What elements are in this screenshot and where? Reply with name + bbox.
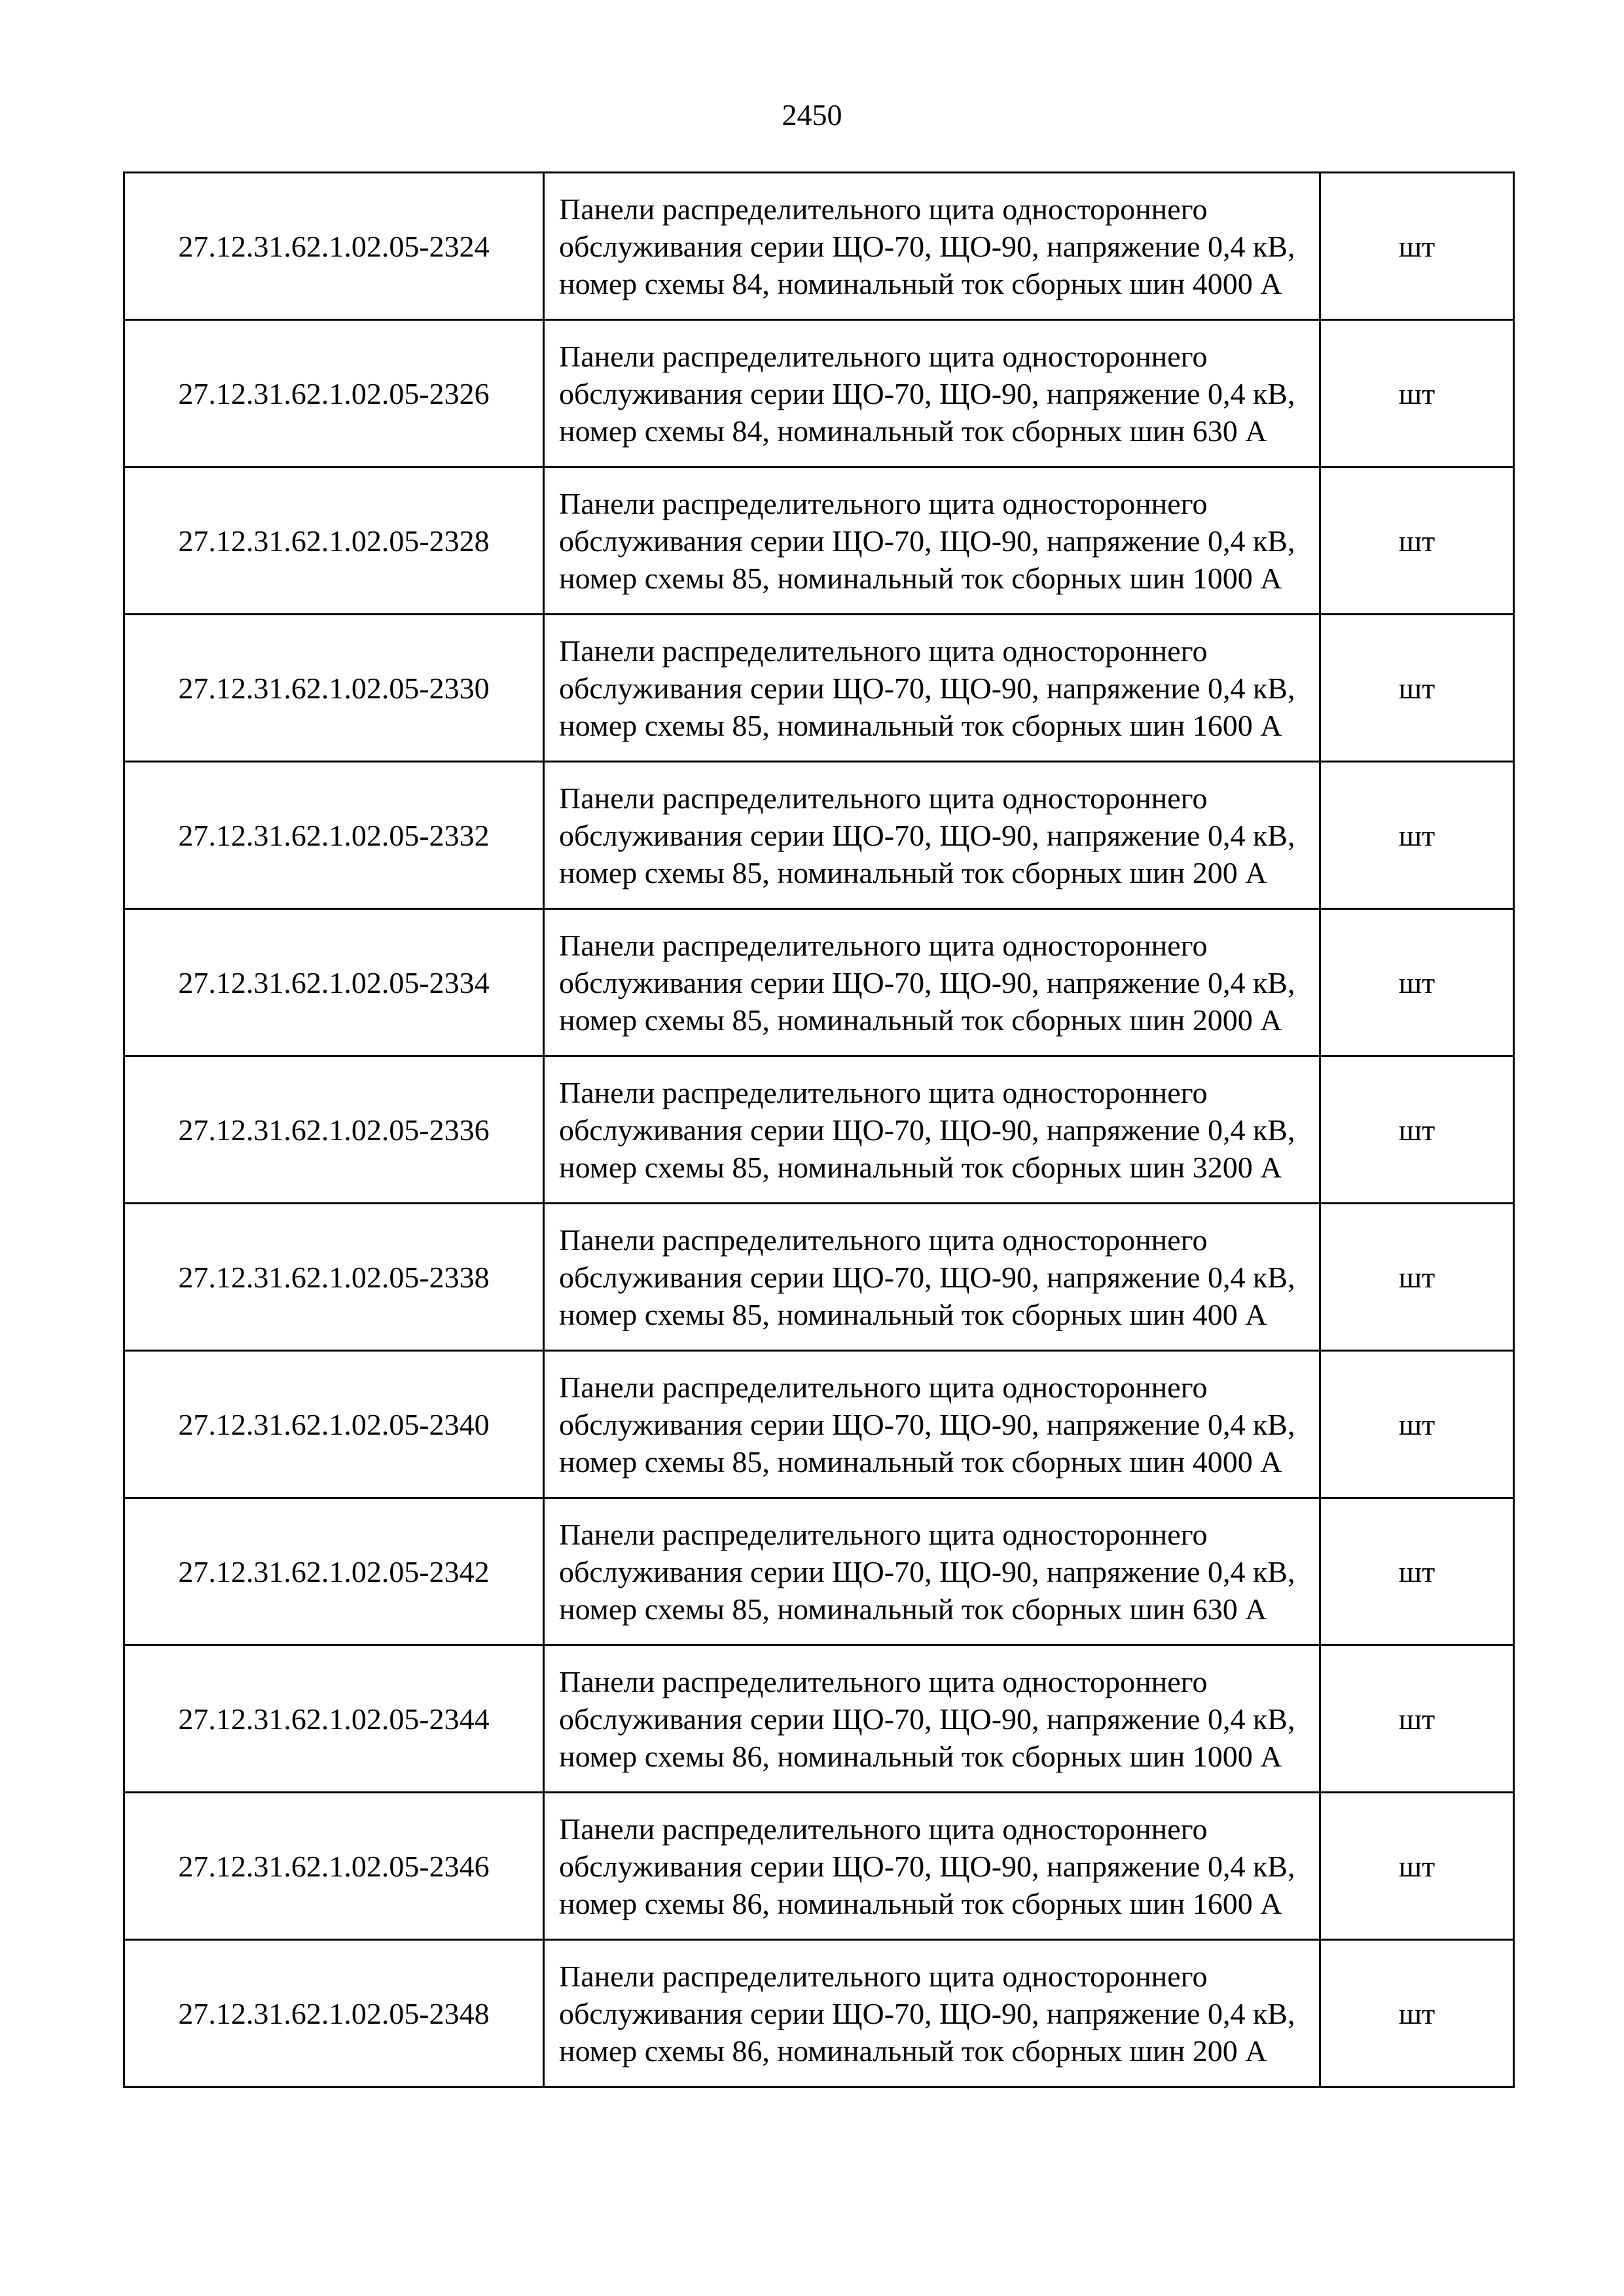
unit-cell: шт: [1320, 1940, 1514, 2087]
code-cell: 27.12.31.62.1.02.05-2324: [124, 173, 544, 320]
code-cell: 27.12.31.62.1.02.05-2340: [124, 1351, 544, 1498]
table-row: [124, 467, 1514, 615]
description-cell: Панели распределительного щита одностороннего обслуживания серии ЩО-70, ЩО-90, напряжение 0,4 кВ, номер схемы 85, номинальный ток сборных шин 1600 А: [544, 615, 1320, 762]
code-cell: 27.12.31.62.1.02.05-2344: [124, 1645, 544, 1793]
description-cell: Панели распределительного щита одностороннего обслуживания серии ЩО-70, ЩО-90, напряжение 0,4 кВ, номер схемы 86, номинальный ток сборных шин 1000 А: [544, 1645, 1320, 1793]
code-cell: 27.12.31.62.1.02.05-2348: [124, 1940, 544, 2087]
unit-cell: шт: [1320, 1645, 1514, 1793]
code-cell: 27.12.31.62.1.02.05-2338: [124, 1204, 544, 1351]
table-row: [124, 1793, 1514, 1940]
unit-cell: шт: [1320, 1793, 1514, 1940]
table-row: [124, 615, 1514, 762]
description-cell: Панели распределительного щита одностороннего обслуживания серии ЩО-70, ЩО-90, напряжение 0,4 кВ, номер схемы 85, номинальный ток сборных шин 630 А: [544, 1498, 1320, 1645]
unit-cell: шт: [1320, 1204, 1514, 1351]
description-cell: Панели распределительного щита одностороннего обслуживания серии ЩО-70, ЩО-90, напряжение 0,4 кВ, номер схемы 85, номинальный ток сборных шин 400 А: [544, 1204, 1320, 1351]
table-row: [124, 1351, 1514, 1498]
table-row: [124, 1645, 1514, 1793]
description-cell: Панели распределительного щита одностороннего обслуживания серии ЩО-70, ЩО-90, напряжение 0,4 кВ, номер схемы 86, номинальный ток сборных шин 200 А: [544, 1940, 1320, 2087]
unit-cell: шт: [1320, 1498, 1514, 1645]
code-cell: 27.12.31.62.1.02.05-2328: [124, 467, 544, 615]
table-row: [124, 1940, 1514, 2087]
page-number: 2450: [782, 98, 842, 132]
code-cell: 27.12.31.62.1.02.05-2334: [124, 909, 544, 1056]
code-cell: 27.12.31.62.1.02.05-2326: [124, 320, 544, 467]
table-row: [124, 1056, 1514, 1204]
unit-cell: шт: [1320, 1056, 1514, 1204]
description-cell: Панели распределительного щита одностороннего обслуживания серии ЩО-70, ЩО-90, напряжение 0,4 кВ, номер схемы 86, номинальный ток сборных шин 1600 А: [544, 1793, 1320, 1940]
table-row: [124, 1498, 1514, 1645]
description-cell: Панели распределительного щита одностороннего обслуживания серии ЩО-70, ЩО-90, напряжение 0,4 кВ, номер схемы 84, номинальный ток сборных шин 4000 А: [544, 173, 1320, 320]
unit-cell: шт: [1320, 762, 1514, 909]
description-cell: Панели распределительного щита одностороннего обслуживания серии ЩО-70, ЩО-90, напряжение 0,4 кВ, номер схемы 85, номинальный ток сборных шин 200 А: [544, 762, 1320, 909]
unit-cell: шт: [1320, 320, 1514, 467]
description-cell: Панели распределительного щита одностороннего обслуживания серии ЩО-70, ЩО-90, напряжение 0,4 кВ, номер схемы 84, номинальный ток сборных шин 630 А: [544, 320, 1320, 467]
unit-cell: шт: [1320, 467, 1514, 615]
unit-cell: шт: [1320, 1351, 1514, 1498]
code-cell: 27.12.31.62.1.02.05-2346: [124, 1793, 544, 1940]
description-cell: Панели распределительного щита одностороннего обслуживания серии ЩО-70, ЩО-90, напряжение 0,4 кВ, номер схемы 85, номинальный ток сборных шин 2000 А: [544, 909, 1320, 1056]
code-cell: 27.12.31.62.1.02.05-2332: [124, 762, 544, 909]
table-row: [124, 1204, 1514, 1351]
unit-cell: шт: [1320, 173, 1514, 320]
table-row: [124, 173, 1514, 320]
code-cell: 27.12.31.62.1.02.05-2330: [124, 615, 544, 762]
table-row: [124, 762, 1514, 909]
code-cell: 27.12.31.62.1.02.05-2336: [124, 1056, 544, 1204]
unit-cell: шт: [1320, 615, 1514, 762]
table-row: [124, 320, 1514, 467]
description-cell: Панели распределительного щита одностороннего обслуживания серии ЩО-70, ЩО-90, напряжение 0,4 кВ, номер схемы 85, номинальный ток сборных шин 4000 А: [544, 1351, 1320, 1498]
description-cell: Панели распределительного щита одностороннего обслуживания серии ЩО-70, ЩО-90, напряжение 0,4 кВ, номер схемы 85, номинальный ток сборных шин 1000 А: [544, 467, 1320, 615]
table-row: [124, 909, 1514, 1056]
description-cell: Панели распределительного щита одностороннего обслуживания серии ЩО-70, ЩО-90, напряжение 0,4 кВ, номер схемы 85, номинальный ток сборных шин 3200 А: [544, 1056, 1320, 1204]
code-cell: 27.12.31.62.1.02.05-2342: [124, 1498, 544, 1645]
price-table: [123, 171, 1515, 2088]
unit-cell: шт: [1320, 909, 1514, 1056]
